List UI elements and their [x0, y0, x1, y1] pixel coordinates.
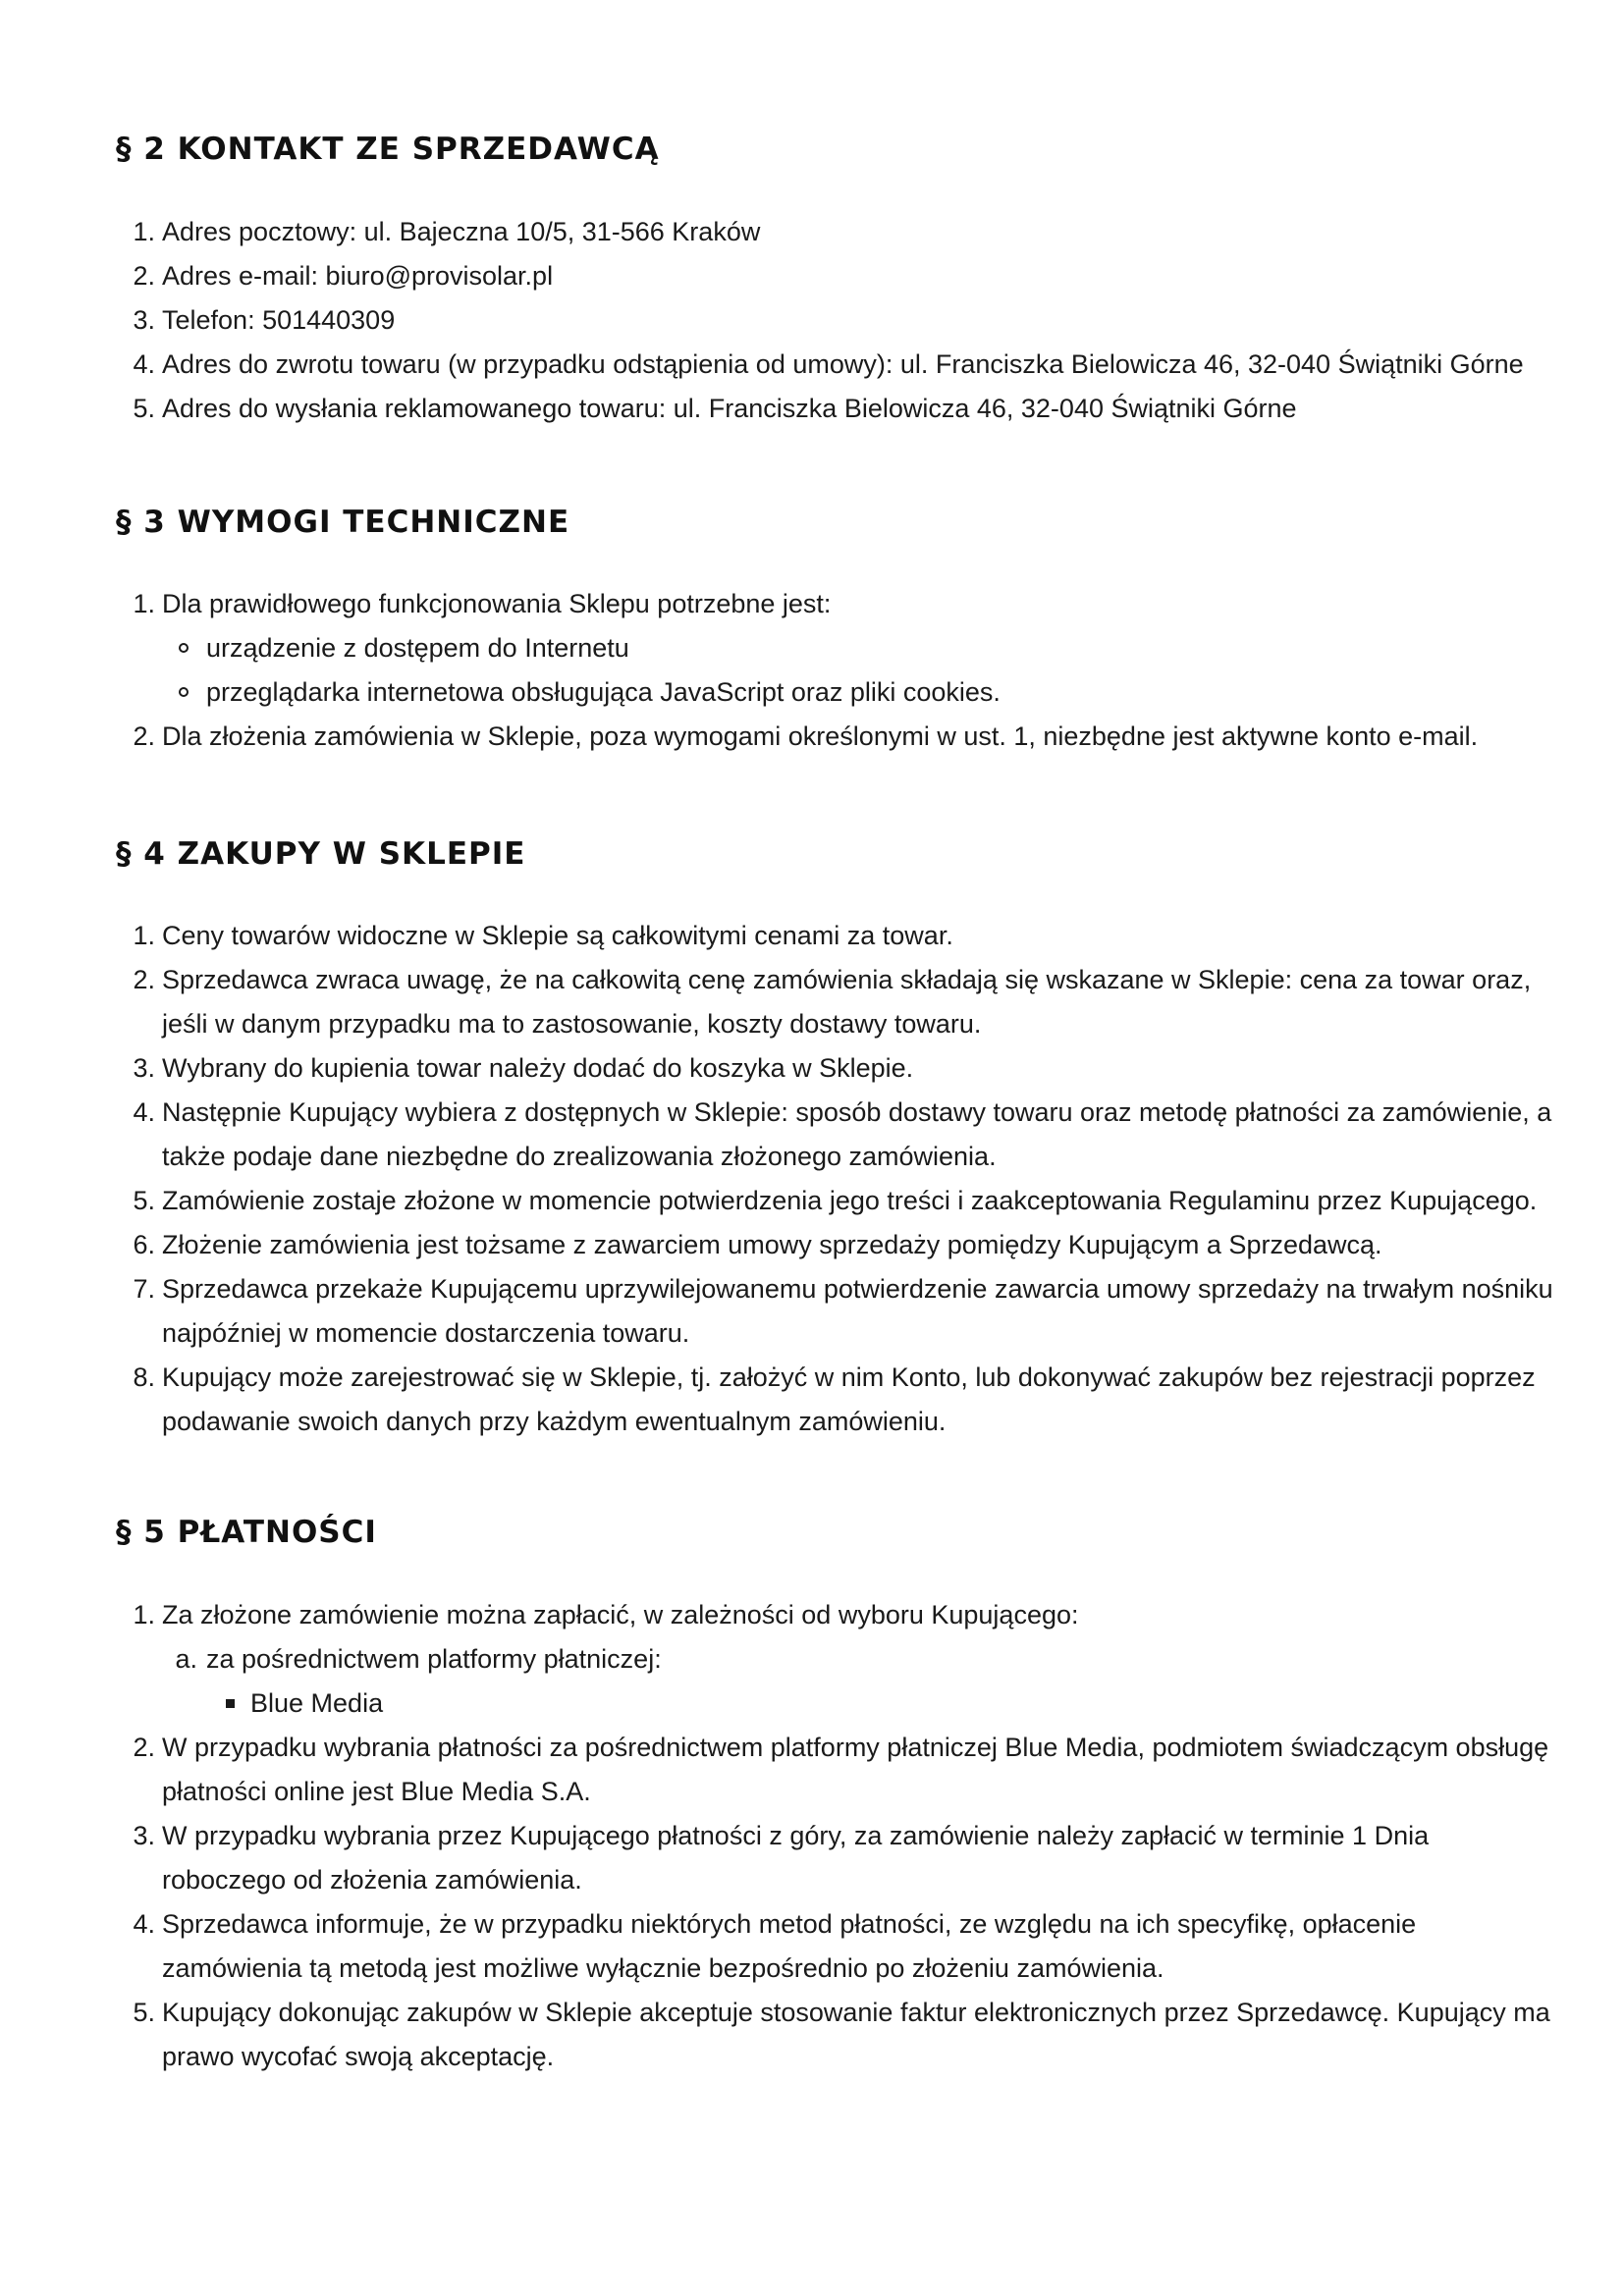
item-text: W przypadku wybrania przez Kupującego płatności z góry, za zamówienie należy zapłacić w terminie 1 Dnia roboczego od złożenia zamówienia. — [162, 1821, 1430, 1895]
payments-list — [116, 1593, 1556, 2079]
item-text: Sprzedawca zwraca uwagę, że na całkowitą cenę zamówienia składają się wskazane w Sklepie: cena za towar oraz, jeśli w danym przypadku ma to zastosowanie, koszty dostawy towaru. — [162, 965, 1532, 1039]
item-number: 4. — [133, 1909, 155, 1939]
item-text: W przypadku wybrania płatności za pośrednictwem platformy płatniczej Blue Media, podmiotem świadczącym obsługę płatności online jest Blue Media S.A. — [162, 1733, 1549, 1806]
list-item — [133, 715, 1556, 759]
item-text: Dla złożenia zamówienia w Sklepie, poza wymogami określonymi w ust. 1, niezbędne jest aktywne konto e-mail. — [162, 721, 1479, 751]
item-text: Adres pocztowy: ul. Bajeczna 10/5, 31-566 Kraków — [162, 217, 761, 246]
item-text: Za złożone zamówienie można zapłacić, w zależności od wyboru Kupującego: — [162, 1600, 1079, 1629]
item-text: Adres e-mail: biuro@provisolar.pl — [162, 261, 554, 291]
item-text: Dla prawidłowego funkcjonowania Sklepu potrzebne jest: — [162, 589, 832, 618]
sub-list-item — [206, 626, 1556, 670]
item-number: 3. — [133, 1053, 155, 1083]
sub-item-text: za pośrednictwem platformy płatniczej: — [206, 1644, 662, 1674]
item-text: Kupujący może zarejestrować się w Sklepie, tj. założyć w nim Konto, lub dokonywać zakupów bez rejestracji poprzez podawanie swoich danych przy każdym ewentualnym zamówieniu. — [162, 1362, 1536, 1436]
item-number: 1. — [133, 921, 155, 950]
alpha-sub-list-item — [175, 1637, 1556, 1726]
item-text: Sprzedawca przekaże Kupującemu uprzywilejowanemu potwierdzenie zawarcia umowy sprzedaży na trwałym nośniku najpóźniej w momencie dostarczenia towaru. — [162, 1274, 1553, 1348]
list-item — [133, 1091, 1556, 1179]
circle-bullet-icon — [179, 643, 189, 653]
item-number: 5. — [133, 1998, 155, 2027]
item-number: 1. — [133, 589, 155, 618]
sub-list — [162, 626, 1556, 715]
list-item — [133, 1046, 1556, 1091]
purchase-list — [116, 914, 1556, 1444]
sub-item-text: urządzenie z dostępem do Internetu — [206, 633, 629, 663]
list-item — [133, 1179, 1556, 1223]
list-item — [133, 914, 1556, 958]
item-text: Ceny towarów widoczne w Sklepie są całkowitymi cenami za towar. — [162, 921, 953, 950]
sub-list-item — [206, 670, 1556, 715]
item-text: Wybrany do kupienia towar należy dodać do koszyka w Sklepie. — [162, 1053, 914, 1083]
list-item — [133, 1223, 1556, 1267]
item-text: Adres do wysłania reklamowanego towaru: ul. Franciszka Bielowicza 46, 32-040 Świątniki Górne — [162, 394, 1297, 423]
list-item — [133, 582, 1556, 715]
platform-list — [206, 1682, 1556, 1726]
item-number: 3. — [133, 305, 155, 335]
section-heading-zakupy: § 4 ZAKUPY W SKLEPIE — [116, 836, 526, 872]
square-bullet-icon — [226, 1699, 235, 1708]
platform-list-item — [250, 1682, 1556, 1726]
item-text: Złożenie zamówienia jest tożsame z zawarciem umowy sprzedaży pomiędzy Kupującym a Sprzedawcą. — [162, 1230, 1382, 1259]
item-number: 2. — [133, 965, 155, 994]
list-item — [133, 1902, 1556, 1991]
list-item — [133, 387, 1556, 431]
item-text: Zamówienie zostaje złożone w momencie potwierdzenia jego treści i zaakceptowania Regulaminu przez Kupującego. — [162, 1186, 1538, 1215]
item-number: 1. — [133, 1600, 155, 1629]
section-heading-wymogi: § 3 WYMOGI TECHNICZNE — [116, 505, 570, 540]
list-item — [133, 343, 1556, 387]
alpha-sub-list — [162, 1637, 1556, 1726]
item-number: 5. — [133, 1186, 155, 1215]
circle-bullet-icon — [179, 687, 189, 697]
list-item — [133, 298, 1556, 343]
list-item — [133, 1267, 1556, 1356]
item-number: 2. — [133, 1733, 155, 1762]
item-number: 2. — [133, 261, 155, 291]
list-item — [133, 1991, 1556, 2079]
section-heading-platnosci: § 5 PŁATNOŚCI — [116, 1515, 377, 1550]
item-number: 1. — [133, 217, 155, 246]
list-item — [133, 254, 1556, 298]
item-text: Telefon: 501440309 — [162, 305, 396, 335]
item-text: Następnie Kupujący wybiera z dostępnych w Sklepie: sposób dostawy towaru oraz metodę płatności za zamówienie, a także podaje dane niezbędne do zrealizowania złożonego zamówienia. — [162, 1097, 1552, 1171]
requirements-list — [116, 582, 1556, 759]
item-letter: a. — [175, 1644, 197, 1674]
list-item — [133, 1356, 1556, 1444]
item-text: Sprzedawca informuje, że w przypadku niektórych metod płatności, ze względu na ich specyfikę, opłacenie zamówienia tą metodą jest możliwe wyłącznie bezpośrednio po złożeniu zamówienia. — [162, 1909, 1417, 1983]
list-item — [133, 1726, 1556, 1814]
list-item — [133, 1593, 1556, 1726]
list-item — [133, 210, 1556, 254]
contact-list — [116, 210, 1556, 431]
sub-item-text: przeglądarka internetowa obsługująca JavaScript oraz pliki cookies. — [206, 677, 1001, 707]
list-item — [133, 1814, 1556, 1902]
item-number: 3. — [133, 1821, 155, 1850]
item-number: 2. — [133, 721, 155, 751]
item-text: Adres do zwrotu towaru (w przypadku odstąpienia od umowy): ul. Franciszka Bielowicza 46, 32-040 Świątniki Górne — [162, 349, 1524, 379]
platform-name: Blue Media — [250, 1688, 384, 1718]
item-number: 6. — [133, 1230, 155, 1259]
item-number: 8. — [133, 1362, 155, 1392]
item-number: 5. — [133, 394, 155, 423]
item-number: 4. — [133, 349, 155, 379]
item-number: 7. — [133, 1274, 155, 1304]
section-heading-kontakt: § 2 KONTAKT ZE SPRZEDAWCĄ — [116, 132, 660, 167]
item-text: Kupujący dokonując zakupów w Sklepie akceptuje stosowanie faktur elektronicznych przez Sprzedawcę. Kupujący ma prawo wycofać swoją akceptację. — [162, 1998, 1550, 2071]
list-item — [133, 958, 1556, 1046]
item-number: 4. — [133, 1097, 155, 1127]
